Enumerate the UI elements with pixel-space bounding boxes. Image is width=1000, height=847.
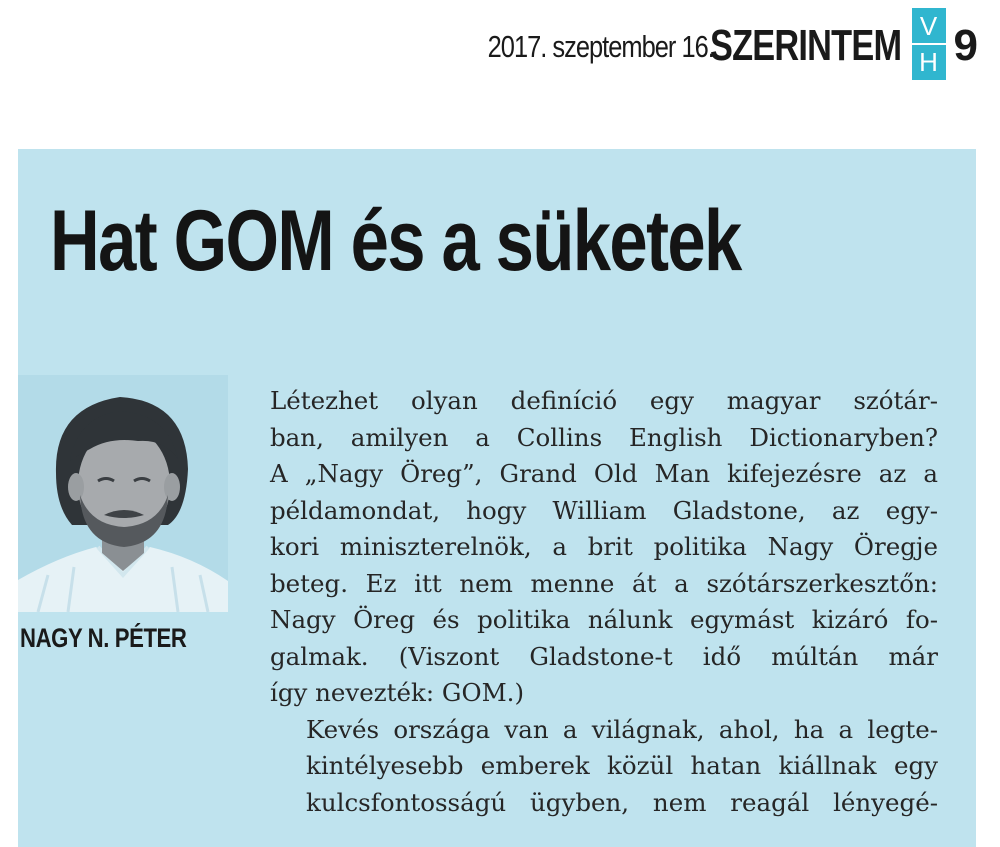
body-line: kori miniszterelnök, a brit politika Nagy Öregje [270, 532, 938, 561]
issue-date: 2017. szeptember 16. [488, 29, 715, 64]
author-byline: NAGY N. PÉTER [20, 623, 187, 653]
article-body [270, 383, 938, 821]
body-line: kintélyesebb emberek közül hatan kiállnak egy [306, 751, 938, 780]
paragraph-2 [270, 712, 938, 822]
article-title: Hat GOM és a süketek [50, 193, 741, 289]
body-line: Létezhet olyan definíció egy magyar szótár- [270, 386, 938, 415]
body-line: példamondat, hogy William Gladstone, az egy- [270, 495, 938, 525]
body-line: kulcsfontosságú ügyben, nem reagál lényegé- [306, 787, 938, 817]
body-line: galmak. (Viszont Gladstone-t idő múltán már [270, 641, 938, 671]
body-line: Nagy Öreg és politika nálunk egymást kizáró fo- [270, 605, 938, 634]
body-line: A „Nagy Öreg”, Grand Old Man kifejezésre az a [270, 459, 938, 488]
paragraph-1 [270, 383, 938, 712]
body-line: ban, amilyen a Collins English Dictionaryben? [270, 422, 938, 452]
vh-logo [912, 8, 946, 80]
logo-divider [912, 43, 946, 45]
author-photo [18, 375, 228, 612]
author-portrait-image [18, 375, 228, 612]
logo-letter-v: V [919, 11, 938, 41]
page-header [438, 6, 978, 82]
body-line: beteg. Ez itt nem menne át a szótárszerkesztőn: [270, 568, 938, 598]
body-line: így nevezték: GOM.) [270, 678, 524, 707]
section-name: SZERINTEM [710, 21, 902, 70]
article-panel [18, 149, 976, 847]
logo-letter-h: H [919, 47, 938, 77]
body-line: Kevés országa van a világnak, ahol, ha a legte- [306, 714, 938, 744]
page-number: 9 [953, 21, 978, 70]
